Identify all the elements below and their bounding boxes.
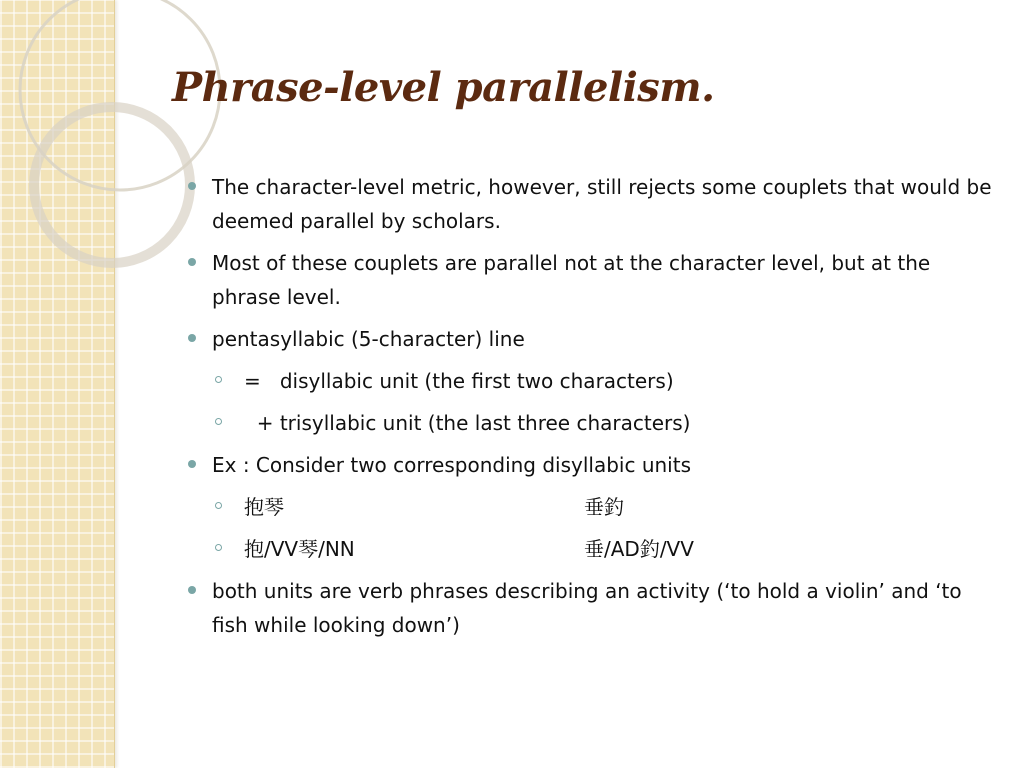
bullet-item [188, 170, 1000, 238]
bullet-ring-icon [215, 376, 222, 383]
bullet-text: The character-level metric, however, still rejects some couplets that would be deemed parallel by scholars. [212, 175, 992, 233]
bullet-dot-icon [188, 334, 196, 342]
bullet-text: both units are verb phrases describing an activity (‘to hold a violin’ and ‘to fish while looking down’) [212, 579, 962, 637]
sub-bullet-item [188, 490, 1000, 524]
bullet-item [188, 246, 1000, 314]
bullet-ring-icon [215, 418, 222, 425]
sub-bullet-text: = disyllabic unit (the first two characters) [244, 369, 674, 393]
bullet-dot-icon [188, 258, 196, 266]
sub-bullet-item [188, 364, 1000, 398]
sub-bullet-left-text: 抱琴 [244, 495, 284, 519]
sub-bullet-right-text: 垂釣 [584, 495, 624, 519]
bullet-dot-icon [188, 182, 196, 190]
bullet-list [188, 170, 1000, 650]
bullet-dot-icon [188, 460, 196, 468]
sub-bullet-item [188, 532, 1000, 566]
bullet-item [188, 448, 1000, 482]
bullet-text: Ex : Consider two corresponding disyllabic units [212, 453, 692, 477]
bullet-item [188, 322, 1000, 356]
bullet-ring-icon [215, 502, 222, 509]
slide-title: Phrase-level parallelism. [172, 64, 715, 111]
bullet-ring-icon [215, 544, 222, 551]
bullet-text: Most of these couplets are parallel not at the character level, but at the phrase level. [212, 251, 931, 309]
sub-bullet-item [188, 406, 1000, 440]
sub-bullet-left-text: 抱/VV琴/NN [244, 537, 355, 561]
sub-bullet-right-text: 垂/AD釣/VV [584, 537, 694, 561]
sub-bullet-text: + trisyllabic unit (the last three characters) [244, 411, 691, 435]
bullet-item [188, 574, 1000, 642]
decorative-side-band [0, 0, 115, 768]
bullet-text: pentasyllabic (5-character) line [212, 327, 525, 351]
bullet-dot-icon [188, 586, 196, 594]
